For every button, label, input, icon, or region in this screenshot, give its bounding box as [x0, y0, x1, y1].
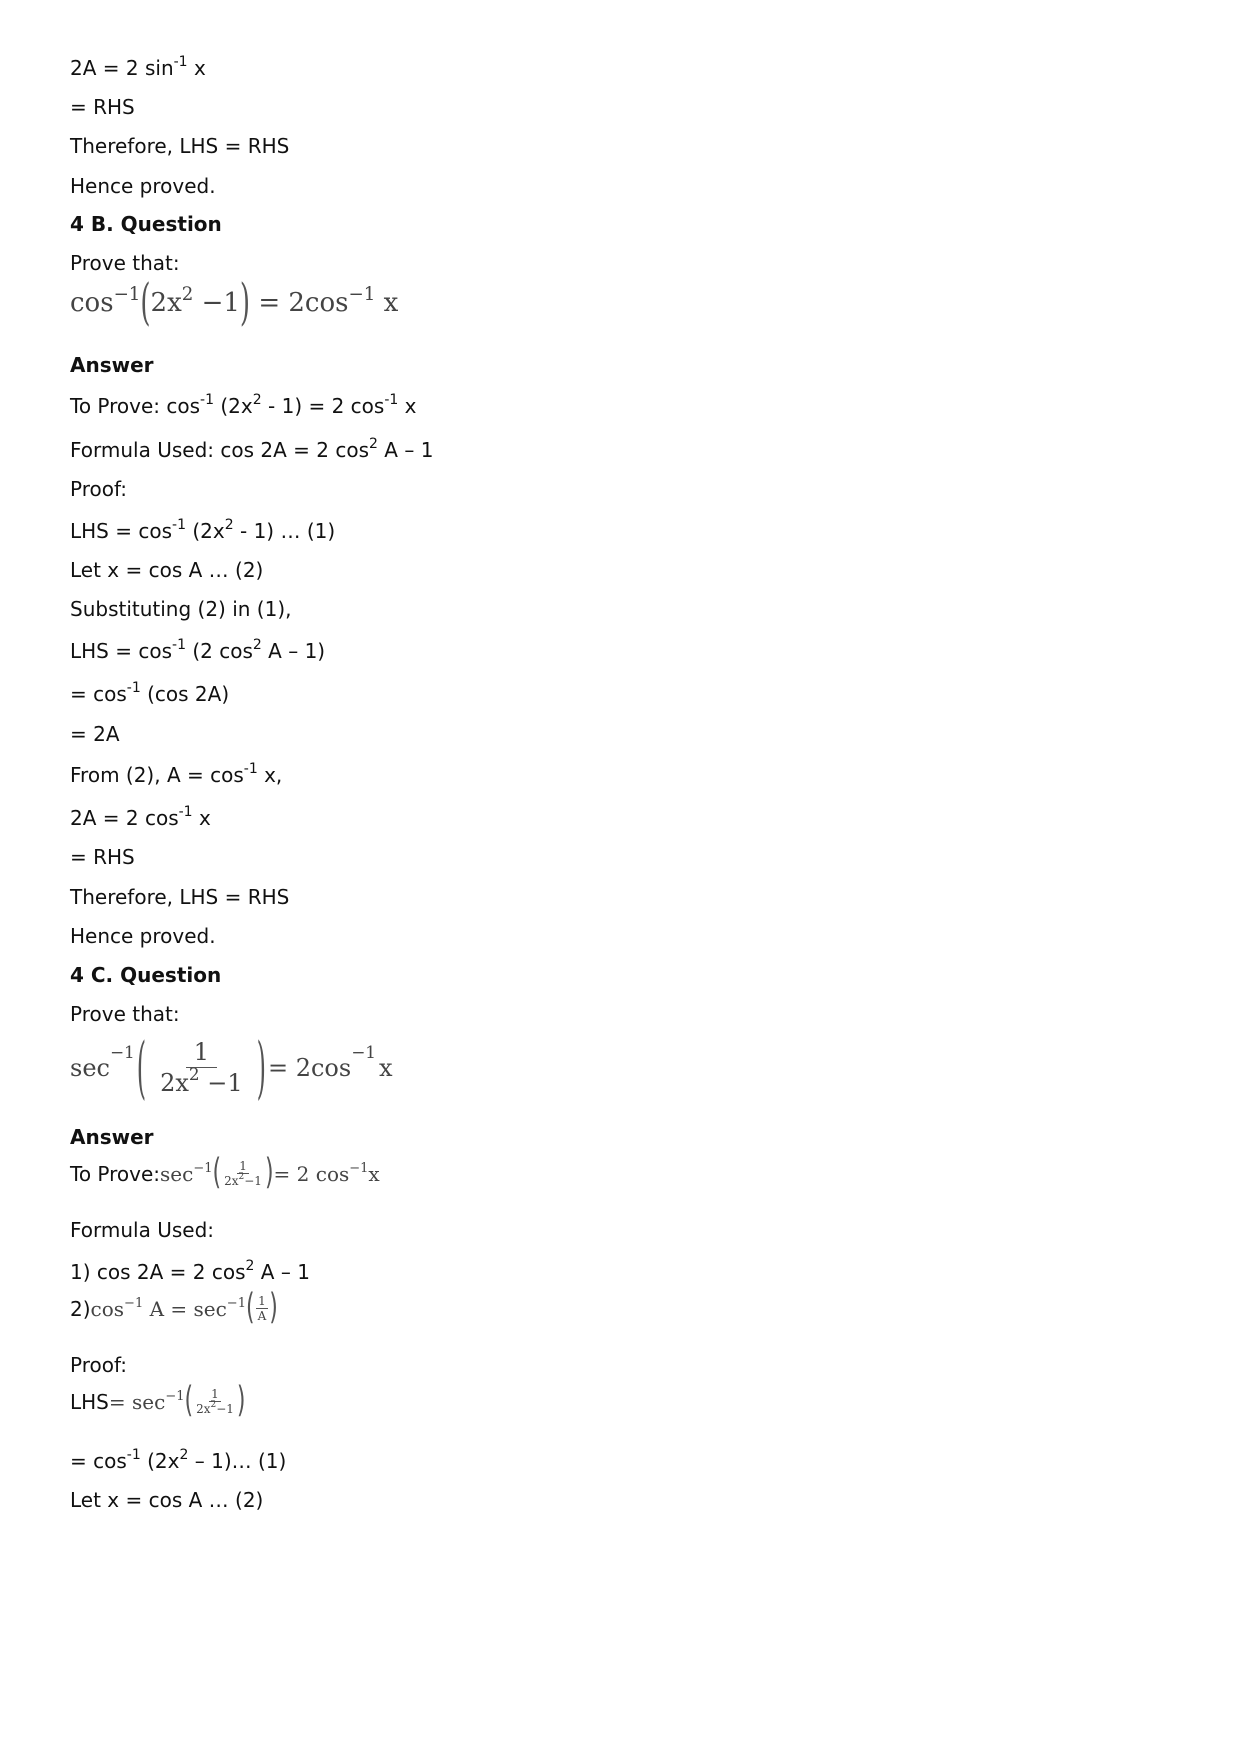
text-line: = $\cos^{-1} (2x^2$ – 1)… (1): [70, 1446, 287, 1473]
equation-image: sec $^{-1}$ ( $\frac{1}{2x^2 -1}$ ) = 2cos $^{-1}$ x: [70, 1028, 393, 1107]
text-line: Let x = cos A … (2): [70, 558, 264, 582]
text-line: Hence proved.: [70, 924, 216, 948]
text-line: Prove that:: [70, 1002, 180, 1026]
text-line: Therefore, LHS = RHS: [70, 885, 290, 909]
text-line: LHS = $\cos^{-1} (2x^2 - 1)$ … (1): [70, 516, 336, 543]
text-line: 1) cos 2A = 2 $\cos^2 A - 1$: [70, 1257, 310, 1284]
text-line: LHS = $\sec^{-1}$ ( $\frac{1}{2x^2-1}$ ): [70, 1380, 246, 1421]
text-line: LHS = $\cos^{-1} (2$ $\cos^2 A - 1$): [70, 636, 326, 663]
text-line: Hence proved.: [70, 174, 216, 198]
text-line: = RHS: [70, 95, 135, 119]
text-line: Formula Used:: [70, 1218, 215, 1242]
text-line: = 2A: [70, 722, 120, 746]
text-line: = $\cos^{-1} (\cos$ 2A): [70, 679, 230, 706]
text-line: Substituting (2) in (1),: [70, 597, 292, 621]
text-line: To Prove: $\cos^{-1} (2x^2 - 1) = 2$ $\cos^{-1} x$: [70, 391, 417, 418]
equation-image: $\cos^{-1}(2x^2 -1) = 2\cos^{-1}$ x: [70, 275, 399, 333]
answer-heading: Answer: [70, 1125, 154, 1149]
text-line: To Prove: $\sec^{-1}$ ( $\frac{1}{2x^2-1}$ ) = 2 $\cos^{-1}x$: [70, 1152, 380, 1193]
text-line: = RHS: [70, 845, 135, 869]
text-line: Proof:: [70, 1353, 128, 1377]
question-heading: 4 B. Question: [70, 212, 222, 236]
text-line: Formula Used: cos 2A = 2 $\cos^2 A - 1$: [70, 435, 434, 462]
question-heading: 4 C. Question: [70, 963, 222, 987]
text-line: 2A = 2 $\cos^{-1} x$: [70, 803, 211, 830]
text-line: 2A = 2 $\sin^{-1} x$: [70, 53, 206, 80]
text-line: Prove that:: [70, 251, 180, 275]
text-line: Proof:: [70, 477, 128, 501]
answer-heading: Answer: [70, 353, 154, 377]
text-line: From (2), $A = \cos^{-1} x$,: [70, 760, 283, 787]
text-line: Therefore, LHS = RHS: [70, 134, 290, 158]
text-line: Let x = cos A … (2): [70, 1488, 264, 1512]
text-line: 2) $\cos^{-1} A = \sec^{-1}$ ( $\frac{1}{A}$ ): [70, 1287, 278, 1328]
